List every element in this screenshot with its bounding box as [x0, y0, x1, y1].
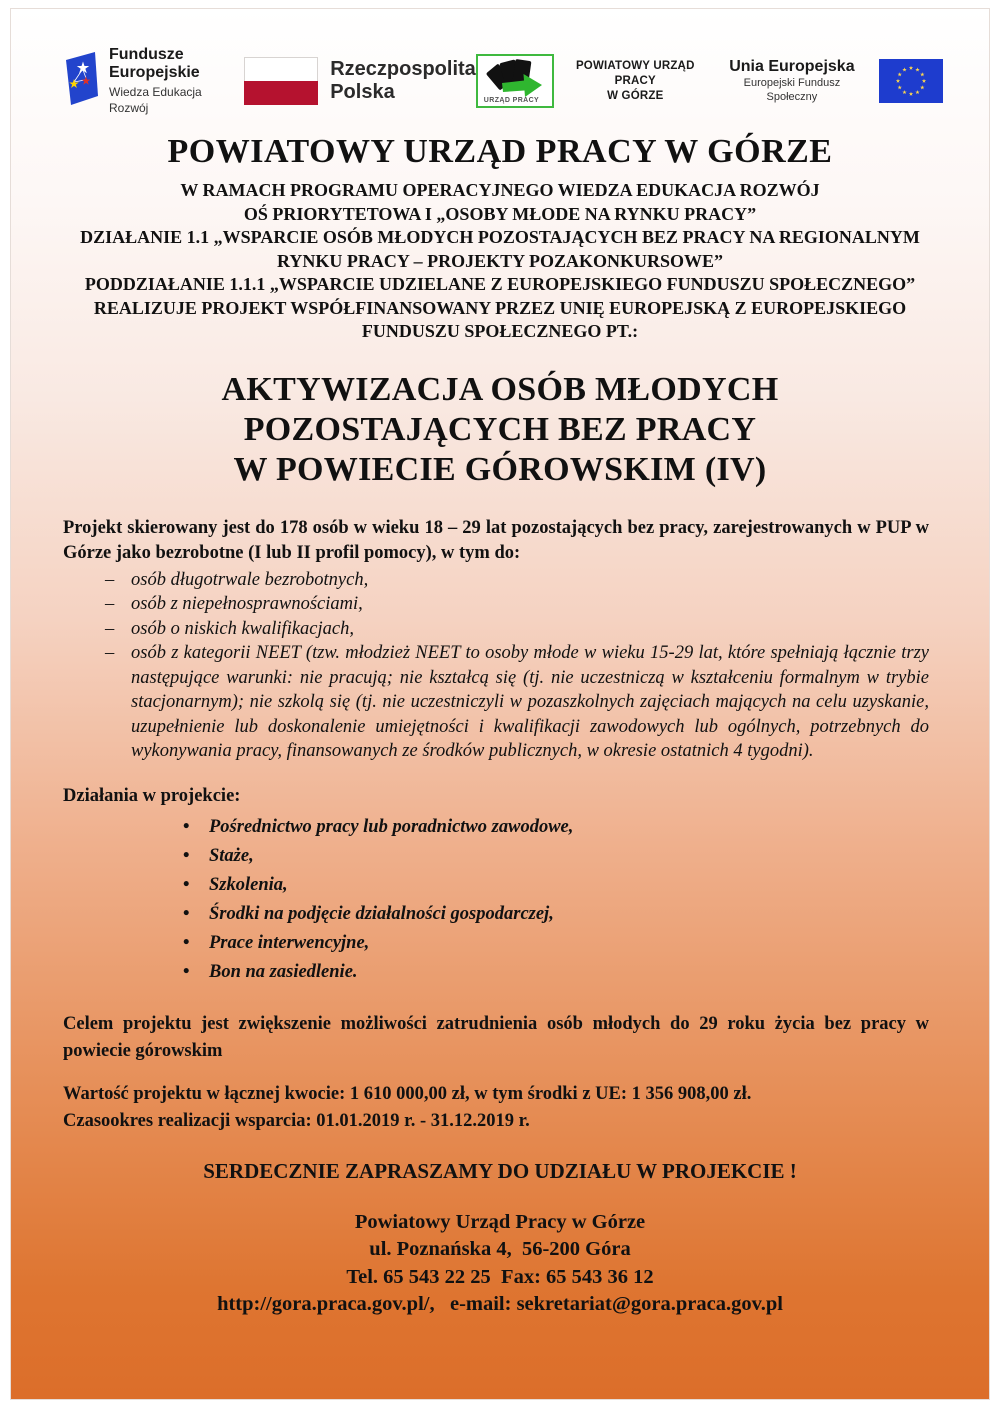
office-name — [554, 59, 717, 104]
list-item: – osób o niskich kwalifikacjach, — [105, 617, 929, 642]
invitation-line: SERDECZNIE ZAPRASZAMY DO UDZIAŁU W PROJEKCIE ! — [203, 1158, 797, 1183]
list-item: • Środki na podjęcie działalności gospodarczej, — [183, 900, 929, 929]
list-item: • Szkolenia, — [183, 871, 929, 900]
project-title-line: W POWIECIE GÓROWSKIM (IV) — [233, 450, 767, 488]
logo-rzeczpospolita-polska — [244, 57, 476, 105]
project-title-line: POZOSTAJĄCYCH BEZ PRACY — [243, 410, 757, 448]
goal-paragraph: Celem projektu jest zwiększenie możliwości zatrudnienia osób młodych do 29 roku życia bez pracy w powiecie górowskim — [63, 1013, 929, 1061]
intro-paragraph: Projekt skierowany jest do 178 osób w wieku 18 – 29 lat pozostających bez pracy, zarejestrowanych w PUP w Górze jako bezrobotne (I lub II profil pomocy), w tym do: — [63, 517, 929, 563]
program-description — [60, 179, 940, 344]
contact-phone-fax: Tel. 65 543 22 25 Fax: 65 543 36 12 — [346, 1265, 654, 1288]
list-item: • Prace interwencyjne, — [183, 929, 929, 958]
program-line: W RAMACH PROGRAMU OPERACYJNEGO WIEDZA EDUKACJA ROZWÓJ — [180, 180, 820, 200]
logo-unia-europejska — [717, 58, 943, 104]
pup-logo-caption: URZĄD PRACY — [483, 97, 540, 104]
pl-logo-line1: Rzeczpospolita — [330, 58, 476, 80]
list-item: – osób z kategorii NEET (tzw. młodzież NEET to osoby młode w wieku 15-29 lat, które spełniają łącznie trzy następujące warunki: nie pracują; nie kształcą się (tj. nie uczestniczą w kształceniu formalnym w trybie stacjonarnym); nie szkolą się (tj. nie uczestniczyli w pozaszkolnych zajęciach mających na celu uzyskanie, uzupełnienie lub doskonalenie umiejętności i kwalifikacji zawodowych lub ogólnych, potrzebnych do wykonywania pracy, finansowanych ze środków publicznych, w okresie ostatnich 4 tygodni). — [105, 641, 929, 764]
list-item: • Staże, — [183, 842, 929, 871]
pup-logo-icon — [476, 54, 554, 108]
target-groups-list — [63, 568, 929, 764]
fe-logo-title: Fundusze Europejskie — [109, 46, 200, 81]
value-block — [63, 1081, 929, 1135]
contact-address: ul. Poznańska 4, 56-200 Góra — [369, 1238, 631, 1260]
contact-block — [11, 1209, 989, 1319]
program-line: DZIAŁANIE 1.1 „WSPARCIE OSÓB MŁODYCH POZOSTAJĄCYCH BEZ PRACY NA REGIONALNYM RYNKU PRACY – PROJEKTY POZAKONKURSOWE” — [80, 227, 920, 271]
program-line: PODDZIAŁANIE 1.1.1 „WSPARCIE UDZIELANE Z EUROPEJSKIEGO FUNDUSZU SPOŁECZNEGO” — [84, 274, 916, 294]
eu-logo-title: Unia Europejska — [729, 58, 855, 75]
office-name-line1: POWIATOWY URZĄD PRACY — [575, 59, 695, 87]
list-item: – osób z niepełnosprawnościami, — [105, 592, 929, 617]
eu-flag-icon — [879, 59, 943, 103]
list-item: – osób długotrwale bezrobotnych, — [105, 568, 929, 593]
project-title — [11, 370, 989, 490]
eu-logo-subtitle: Europejski Fundusz Społeczny — [743, 77, 841, 103]
logo-fundusze-europejskie — [61, 46, 244, 116]
project-period-line: Czasookres realizacji wsparcia: 01.01.2019 r. - 31.12.2019 r. — [63, 1110, 530, 1131]
contact-web-email: http://gora.praca.gov.pl/, e-mail: sekretariat@gora.praca.gov.pl — [217, 1293, 783, 1315]
body-content — [63, 516, 929, 1135]
program-line: OŚ PRIORYTETOWA I „OSOBY MŁODE NA RYNKU PRACY” — [243, 203, 757, 224]
contact-office-name: Powiatowy Urząd Pracy w Górze — [354, 1210, 646, 1233]
page-title: POWIATOWY URZĄD PRACY W GÓRZE — [167, 133, 833, 170]
project-value-line: Wartość projektu w łącznej kwocie: 1 610 000,00 zł, w tym środki z UE: 1 356 908,00 zł. — [63, 1083, 752, 1104]
fe-logo-subtitle: Wiedza Edukacja Rozwój — [109, 85, 202, 115]
pl-logo-line2: Polska — [330, 81, 395, 103]
poland-flag-icon — [244, 57, 318, 105]
project-title-line: AKTYWIZACJA OSÓB MŁODYCH — [221, 370, 779, 408]
activities-heading: Działania w projekcie: — [63, 785, 241, 806]
office-name-line2: W GÓRZE — [607, 89, 664, 102]
fe-flag-icon — [61, 51, 99, 111]
program-line: REALIZUJE PROJEKT WSPÓŁFINANSOWANY PRZEZ UNIĘ EUROPEJSKĄ Z EUROPEJSKIEGO FUNDUSZU SPOŁECZNEGO PT.: — [93, 297, 907, 341]
activities-list — [63, 813, 929, 987]
list-item: • Bon na zasiedlenie. — [183, 958, 929, 987]
list-item: • Pośrednictwo pracy lub poradnictwo zawodowe, — [183, 813, 929, 842]
logo-strip — [61, 46, 943, 115]
poster-page — [10, 8, 990, 1400]
